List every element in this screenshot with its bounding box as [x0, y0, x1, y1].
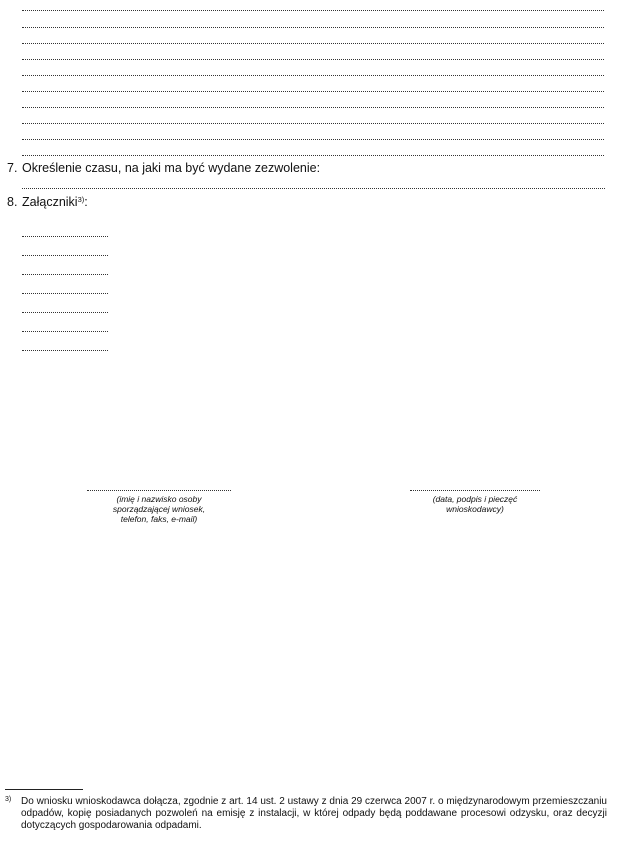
fill-line: [22, 43, 604, 44]
fill-line: [22, 155, 604, 156]
section-8-heading: 8. Załączniki$^{3)}$:: [7, 195, 88, 209]
fill-line: [22, 75, 604, 76]
fill-line: [22, 139, 604, 140]
footnote: [5, 796, 607, 832]
signature-line: [410, 490, 540, 491]
footnote-text: Do wniosku wnioskodawca dołącza, zgodnie z art. 14 ust. 2 ustawy z dnia 29 czerwca 2007 r. o międzynarodowym przemieszczaniu odpadów, kopię posiadanych pozwoleń na emisję z instalacji, w której odpady będą poddawane procesowi odzysku, oraz decyzji dotyczących gospodarowania odpadami.: [21, 796, 607, 831]
section-8-number: 8.: [7, 195, 18, 209]
fill-line: [22, 123, 604, 124]
attachment-line: [22, 331, 108, 332]
attachment-line: [22, 255, 108, 256]
signature-block-preparer: [84, 490, 234, 524]
attachment-line: [22, 274, 108, 275]
attachment-line: [22, 350, 108, 351]
section-8-label: Załączniki: [22, 195, 78, 209]
attachment-line: [22, 293, 108, 294]
fill-line: [22, 27, 604, 28]
attachment-line: [22, 312, 108, 313]
fill-line: [22, 10, 604, 11]
attachment-line: [22, 236, 108, 237]
fill-line: [22, 59, 604, 60]
applicant-caption: (data, podpis i pieczęć wnioskodawcy): [432, 494, 518, 514]
footnote-marker: 3): [5, 796, 12, 803]
section-7-number: 7.: [7, 161, 18, 175]
section-7-label: Określenie czasu, na jaki ma być wydane zezwolenie:: [22, 161, 321, 175]
footnote-ref: 3): [77, 195, 85, 204]
fill-line: [22, 107, 604, 108]
signature-line: [87, 490, 231, 491]
preparer-caption: (imię i nazwisko osoby sporządzającej wniosek, telefon, faks, e-mail): [112, 494, 206, 524]
footnote-rule: [5, 789, 83, 790]
section-7-fill-line: [22, 188, 605, 189]
fill-line: [22, 91, 604, 92]
section-7-heading: [7, 161, 320, 175]
signature-block-applicant: [400, 490, 550, 514]
